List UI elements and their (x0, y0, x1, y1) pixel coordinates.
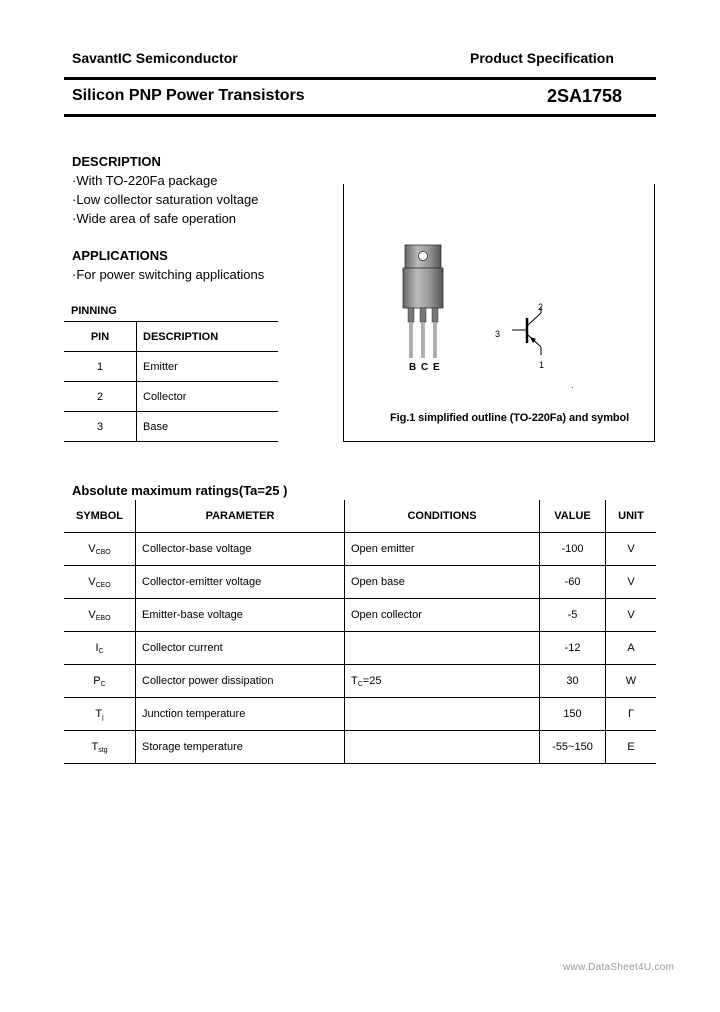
figure-caption: Fig.1 simplified outline (TO-220Fa) and symbol (390, 412, 630, 424)
base-pin-label: 3 (495, 329, 501, 339)
pinning-heading: PINNING (64, 305, 278, 322)
table-row (64, 599, 656, 632)
pin-number: 2 (64, 382, 137, 412)
conditions-cell (345, 731, 540, 764)
pin-description: Base (137, 412, 279, 442)
parameter-cell: Collector-base voltage (136, 533, 345, 566)
ratings-title: Absolute maximum ratings(Ta=25 ) (72, 483, 288, 498)
table-row (64, 352, 278, 382)
part-number: 2SA1758 (547, 86, 623, 106)
parameter-column-header: PARAMETER (136, 500, 345, 533)
value-cell: -60 (540, 566, 606, 599)
parameter-cell: Collector power dissipation (136, 665, 345, 698)
conditions-cell: Open emitter (345, 533, 540, 566)
symbol-cell: PC (64, 665, 136, 698)
conditions-cell (345, 632, 540, 665)
symbol-cell: VCEO (64, 566, 136, 599)
header-rule-bottom (64, 114, 656, 117)
pnp-transistor-symbol-icon (505, 305, 565, 367)
description-heading: DESCRIPTION (72, 154, 161, 169)
unit-column-header: UNIT (606, 500, 657, 533)
pin-number: 1 (64, 352, 137, 382)
footer-watermark: www.DataSheet4U.com (563, 962, 675, 973)
pin-description: Collector (137, 382, 279, 412)
unit-cell: W (606, 665, 657, 698)
ratings-table (64, 500, 656, 764)
figure-box (343, 184, 655, 442)
table-row (64, 533, 656, 566)
stray-mark: · (571, 383, 574, 392)
pin-column-header: PIN (64, 322, 137, 352)
symbol-cell: Tj (64, 698, 136, 731)
parameter-cell: Collector current (136, 632, 345, 665)
conditions-cell: Open collector (345, 599, 540, 632)
conditions-cell (345, 698, 540, 731)
emitter-pin-label: 1 (539, 360, 545, 370)
header-rule-top (64, 77, 656, 80)
to220fa-package-icon (398, 240, 448, 365)
table-row (64, 665, 656, 698)
value-cell: -12 (540, 632, 606, 665)
value-cell: 30 (540, 665, 606, 698)
description-item: ·Wide area of safe operation (72, 211, 237, 226)
table-row (64, 698, 656, 731)
table-row (64, 382, 278, 412)
description-item: ·Low collector saturation voltage (72, 192, 259, 207)
document-title: Silicon PNP Power Transistors (72, 87, 305, 104)
value-cell: -55~150 (540, 731, 606, 764)
pin-description-column-header: DESCRIPTION (137, 322, 279, 352)
conditions-column-header: CONDITIONS (345, 500, 540, 533)
applications-heading: APPLICATIONS (72, 248, 168, 263)
applications-item: ·For power switching applications (72, 267, 265, 282)
symbol-cell: VEBO (64, 599, 136, 632)
value-cell: -5 (540, 599, 606, 632)
parameter-cell: Collector-emitter voltage (136, 566, 345, 599)
description-item: ·With TO-220Fa package (72, 173, 218, 188)
table-row (64, 412, 278, 442)
unit-cell: Γ (606, 698, 657, 731)
conditions-cell: TC=25 (345, 665, 540, 698)
value-cell: -100 (540, 533, 606, 566)
conditions-cell: Open base (345, 566, 540, 599)
value-column-header: VALUE (540, 500, 606, 533)
parameter-cell: Emitter-base voltage (136, 599, 345, 632)
document-type: Product Specification (470, 50, 614, 66)
pinning-table (64, 305, 278, 442)
unit-cell: V (606, 566, 657, 599)
unit-cell: Ε (606, 731, 657, 764)
parameter-cell: Storage temperature (136, 731, 345, 764)
collector-pin-label: 2 (538, 302, 544, 312)
pin-number: 3 (64, 412, 137, 442)
table-row (64, 731, 656, 764)
parameter-cell: Junction temperature (136, 698, 345, 731)
unit-cell: V (606, 533, 657, 566)
unit-cell: V (606, 599, 657, 632)
table-row (64, 566, 656, 599)
symbol-cell: IC (64, 632, 136, 665)
symbol-cell: VCBO (64, 533, 136, 566)
symbol-column-header: SYMBOL (64, 500, 136, 533)
pin-description: Emitter (137, 352, 279, 382)
unit-cell: A (606, 632, 657, 665)
company-name: SavantIC Semiconductor (72, 50, 238, 66)
table-row (64, 632, 656, 665)
symbol-cell: Tstg (64, 731, 136, 764)
value-cell: 150 (540, 698, 606, 731)
package-pin-labels: B C E (409, 362, 441, 373)
